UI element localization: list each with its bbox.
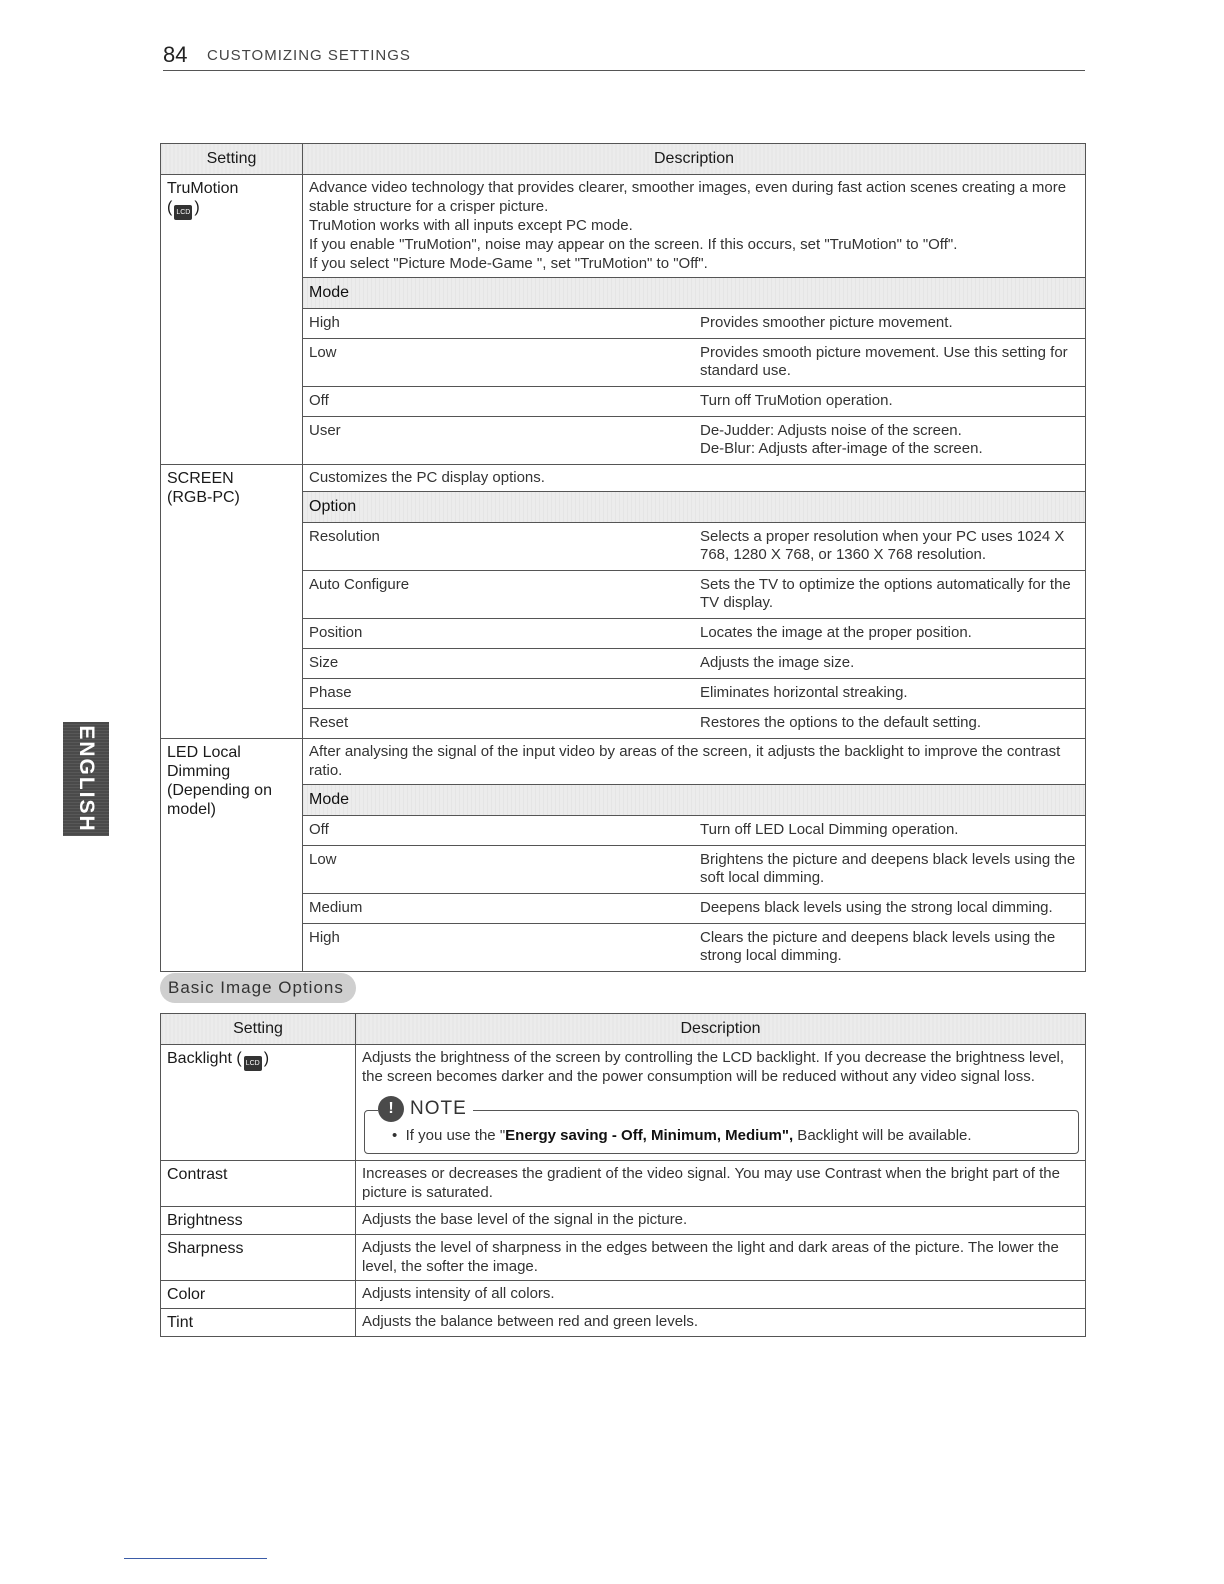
list-item: Resolution Selects a proper resolution when your PC uses 1024 X 768, 1280 X 768, or 1360 X 768 resolution. <box>303 523 1085 571</box>
basic-image-options-heading: Basic Image Options <box>160 973 356 1003</box>
list-item: User De-Judder: Adjusts noise of the screen. De-Blur: Adjusts after-image of the screen. <box>303 417 1085 465</box>
note-box <box>364 1096 1079 1154</box>
table-row: Color Adjusts intensity of all colors. <box>161 1281 1086 1309</box>
table-header <box>161 1014 1086 1045</box>
list-item: Off Turn off LED Local Dimming operation. <box>303 816 1085 846</box>
setting-description: Customizes the PC display options. <box>309 469 545 486</box>
subtable-header: Option <box>303 492 1085 523</box>
table-row-backlight: Backlight ( LCD ) Adjusts the brightness of the screen by controlling the LCD backlight. If you decrease the brightness level, the screen becomes darker and the power consumption will be reduced without any video signal loss. ! NOTE • If you use the "Energy saving - Off, Minimum, Medium", Backlight will be available. <box>161 1045 1086 1161</box>
col-description: Description <box>356 1014 1086 1045</box>
list-item: Medium Deepens black levels using the strong local dimming. <box>303 894 1085 924</box>
setting-description: Advance video technology that provides clearer, smoother images, even during fast action scenes creating a more stable structure for a crisper picture. TruMotion works with all inputs except PC mode. If you enable "TruMotion", noise may appear on the screen. If this occurs, set "TruMotion" to "Off". If you select "Picture Mode-Game ", set "TruMotion" to "Off". <box>309 179 1067 272</box>
option-subtable <box>303 491 1085 738</box>
subtable-header: Mode <box>303 278 1085 309</box>
table-row-led-local-dimming <box>161 739 1086 972</box>
list-item: High Clears the picture and deepens black levels using the strong local dimming. <box>303 924 1085 972</box>
setting-name: SCREEN <box>167 470 234 487</box>
setting-name: TruMotion <box>167 180 239 197</box>
footer-rule <box>124 1558 267 1559</box>
side-tab-label: ENGLISH <box>75 725 98 833</box>
language-side-tab <box>63 722 109 836</box>
note-text: • If you use the "Energy saving - Off, Minimum, Medium", Backlight will be available. <box>392 1127 972 1144</box>
note-exclamation-icon: ! <box>378 1096 404 1122</box>
col-setting: Setting <box>161 1014 356 1045</box>
setting-description: Adjusts the brightness of the screen by controlling the LCD backlight. If you decrease the brightness level, the screen becomes darker and the power consumption will be reduced without any video signal loss. <box>362 1049 1065 1085</box>
table-row-screen: SCREEN (RGB-PC) Customizes the PC display options. Option Resolution Selects a proper resolution when your PC uses 1024 X 768, 1280 X 768, or 1360 X 768 resolution. Auto Configure Sets the TV to optimize the options automatically for the TV display. Position Locates the image at the proper position. Size Adjusts the image size. Phase Eliminates horizontal streaking. Reset Restores the options to the default setting. <box>161 465 1086 739</box>
mode-subtable <box>303 277 1085 464</box>
table-row-trumotion <box>161 175 1086 465</box>
table-row: Contrast Increases or decreases the gradient of the video signal. You may use Contrast when the bright part of the picture is saturated. <box>161 1161 1086 1207</box>
setting-name: LED Local Dimming (Depending on model) <box>167 744 272 818</box>
list-item: Position Locates the image at the proper position. <box>303 619 1085 649</box>
list-item: Off Turn off TruMotion operation. <box>303 387 1085 417</box>
subtable-header: Mode <box>303 785 1085 816</box>
list-item: Low Brightens the picture and deepens black levels using the soft local dimming. <box>303 846 1085 894</box>
page-number: 84 <box>163 42 188 67</box>
table-row: Tint Adjusts the balance between red and green levels. <box>161 1309 1086 1337</box>
table-row: Sharpness Adjusts the level of sharpness in the edges between the light and dark areas of the picture. The lower the level, the softer the image. <box>161 1235 1086 1281</box>
page-header <box>163 42 1085 71</box>
table-row: Brightness Adjusts the base level of the signal in the picture. <box>161 1207 1086 1235</box>
col-setting: Setting <box>161 144 303 175</box>
setting-name: Backlight ( <box>167 1050 242 1067</box>
lcd-icon: LCD <box>244 1056 262 1071</box>
basic-image-options-table <box>160 1013 1086 1337</box>
list-item: Phase Eliminates horizontal streaking. <box>303 679 1085 709</box>
table-header <box>161 144 1086 175</box>
list-item: Reset Restores the options to the default setting. <box>303 709 1085 739</box>
list-item: Auto Configure Sets the TV to optimize the options automatically for the TV display. <box>303 571 1085 619</box>
lcd-icon-line: ( LCD ) <box>167 198 296 220</box>
lcd-icon: LCD <box>174 205 192 220</box>
setting-description: After analysing the signal of the input video by areas of the screen, it adjusts the backlight to improve the contrast ratio. <box>309 743 1061 779</box>
section-title: CUSTOMIZING SETTINGS <box>207 47 411 64</box>
note-label: NOTE <box>410 1098 467 1119</box>
list-item: Low Provides smooth picture movement. Use this setting for standard use. <box>303 339 1085 387</box>
mode-subtable <box>303 784 1085 971</box>
list-item: High Provides smoother picture movement. <box>303 309 1085 339</box>
col-description: Description <box>303 144 1086 175</box>
list-item: Size Adjusts the image size. <box>303 649 1085 679</box>
settings-table <box>160 143 1086 972</box>
